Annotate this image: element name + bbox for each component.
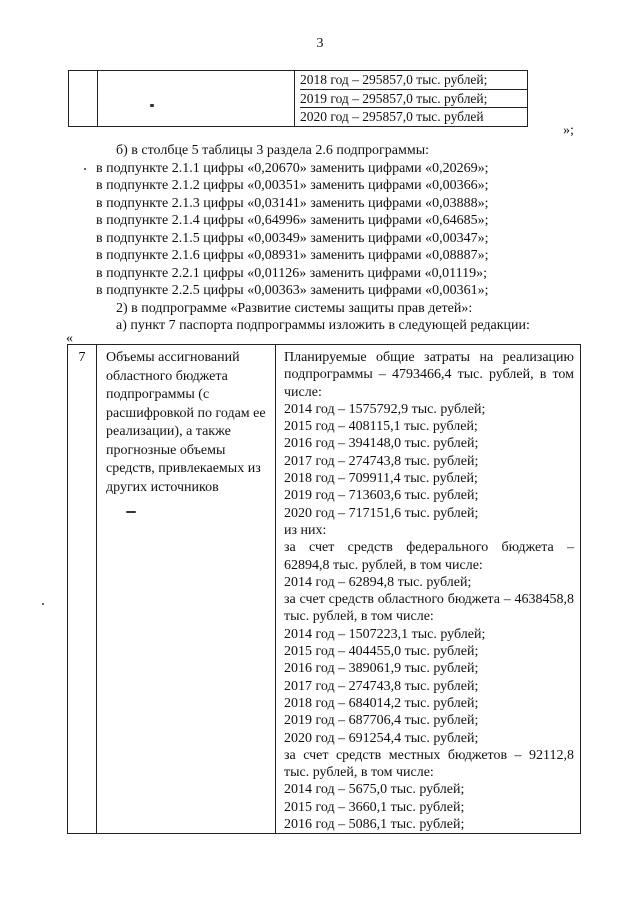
year-value: 2014 год – 1575792,9 тыс. рублей; <box>284 401 486 417</box>
year-value: 2019 год – 713603,6 тыс. рублей; <box>284 488 479 504</box>
year-value: 2019 год – 687706,4 тыс. рублей; <box>284 713 479 729</box>
year-value: 2020 год – 691254,4 тыс. рублей; <box>284 730 479 746</box>
amendment-text <box>96 142 556 335</box>
row-number: 7 <box>68 345 97 834</box>
year-value: 2016 год – 394148,0 тыс. рублей; <box>284 436 479 452</box>
amendment-item: в подпункте 2.2.5 цифры «0,00363» заменить цифрами «0,00361»; <box>96 283 489 298</box>
amendment-item: в подпункте 2.1.5 цифры «0,00349» заменить цифрами «0,00347»; <box>96 230 489 246</box>
scan-speck <box>84 168 86 170</box>
year-value: 2015 год – 404455,0 тыс. рублей; <box>284 644 479 660</box>
amendment-item: в подпункте 2.1.1 цифры «0,20670» заменить цифрами «0,20269»; <box>96 160 489 176</box>
year-value: 2014 год – 1507223,1 тыс. рублей; <box>284 626 486 642</box>
section-2a-heading: а) пункт 7 паспорта подпрограммы изложить в следующей редакции: <box>116 318 530 333</box>
amendment-intro: б) в столбце 5 таблицы 3 раздела 2.6 подпрограммы: <box>116 143 430 158</box>
continuation-cell-description <box>98 71 295 127</box>
year-value: 2017 год – 274743,8 тыс. рублей; <box>284 453 479 469</box>
year-value: 2016 год – 389061,9 тыс. рублей; <box>284 661 479 677</box>
year-value: 2014 год – 5675,0 тыс. рублей; <box>284 782 465 798</box>
closing-quote: »; <box>563 123 574 138</box>
opening-quote: « <box>66 331 73 346</box>
scan-speck <box>150 104 154 107</box>
year-value: 2018 год – 684014,2 тыс. рублей; <box>284 695 479 711</box>
year-line: 2019 год – 295857,0 тыс. рублей; <box>300 90 527 109</box>
row-description <box>97 345 276 834</box>
row-values <box>276 345 581 834</box>
regional-funding: за счет средств областного бюджета – 4638458,8 тыс. рублей, в том числе: <box>284 592 574 625</box>
year-value: 2015 год – 3660,1 тыс. рублей; <box>284 799 465 815</box>
federal-funding: за счет средств федерального бюджета – 62894,8 тыс. рублей, в том числе: <box>284 540 574 573</box>
year-value: 2015 год – 408115,1 тыс. рублей; <box>284 419 478 435</box>
continuation-cell-values <box>295 71 528 127</box>
passport-table <box>67 344 581 834</box>
of-which-label: из них: <box>284 522 327 538</box>
amendment-item: в подпункте 2.1.6 цифры «0,08931» заменить цифрами «0,08887»; <box>96 248 489 263</box>
year-value: 2016 год – 5086,1 тыс. рублей; <box>284 817 465 833</box>
year-value: 2014 год – 62894,8 тыс. рублей; <box>284 574 472 590</box>
continuation-table <box>68 70 528 127</box>
year-line: 2020 год – 295857,0 тыс. рублей <box>300 109 484 124</box>
amendment-item: в подпункте 2.1.4 цифры «0,64996» заменить цифрами «0,64685»; <box>96 213 489 228</box>
year-value: 2020 год – 717151,6 тыс. рублей; <box>284 505 479 521</box>
scan-speck <box>126 511 136 513</box>
page-number: 3 <box>316 36 324 51</box>
total-funding: Планируемые общие затраты на реализацию подпрограммы – 4793466,4 тыс. рублей, в том числе: <box>284 350 574 400</box>
year-line: 2018 год – 295857,0 тыс. рублей; <box>300 71 527 90</box>
scan-speck <box>42 603 44 605</box>
description-text: Объемы ассигнований областного бюджета подпрограммы (с расшифровкой по годам ее реализации), а также прогнозные объемы средств, привлекаемых из других источников <box>106 350 266 495</box>
amendment-item: в подпункте 2.1.2 цифры «0,00351» заменить цифрами «0,00366»; <box>96 178 489 193</box>
continuation-cell-number <box>69 71 98 127</box>
section-2-heading: 2) в подпрограмме «Развитие системы защиты прав детей»: <box>116 300 473 316</box>
amendment-item: в подпункте 2.2.1 цифры «0,01126» заменить цифрами «0,01119»; <box>96 265 487 281</box>
year-value: 2017 год – 274743,8 тыс. рублей; <box>284 678 479 694</box>
amendment-item: в подпункте 2.1.3 цифры «0,03141» заменить цифрами «0,03888»; <box>96 195 489 211</box>
local-funding: за счет средств местных бюджетов – 92112,8 тыс. рублей, в том числе: <box>284 747 574 781</box>
year-value: 2018 год – 709911,4 тыс. рублей; <box>284 471 478 487</box>
